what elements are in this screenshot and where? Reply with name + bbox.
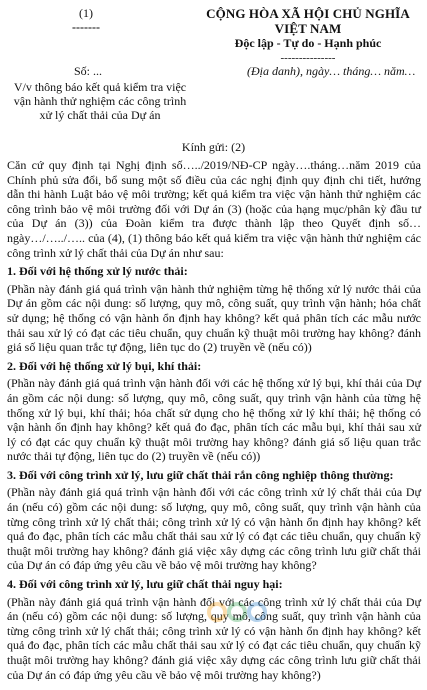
section-title-wastewater: 1. Đối với hệ thống xử lý nước thải: [7,264,188,279]
document-number: Số: ... [74,64,103,78]
nation-title: CỘNG HÒA XÃ HỘI CHỦ NGHĨA VIỆT NAM [206,6,410,36]
national-motto: Độc lập - Tự do - Hạnh phúc [234,36,382,50]
document-subject: V/v thông báo kết quả kiểm tra việc vận hành thử nghiệm các công trình xử lý chất thải của Dự án [13,80,187,122]
recipient-line: Kính gửi: (2) [181,140,246,154]
document-body [7,158,421,686]
authority-divider: ------- [72,20,100,34]
section-text-hazardous-waste: (Phần này đánh giá quá trình vận hành đối với các công trình xử lý chất thải của Dự án (nếu có) gồm các nội dung: số lượng, quy mô, công suất, quy trình vận hành của từng công trình xử lý chất thải; công trình xử lý có vận hành ổn định hay không? kết quả đo đạc, phân tích các mẫu chất thải sau xử lý có đạt các tiêu chuẩn, quy chuẩn kỹ thuật môi trường hay không? đánh giá việc xây dựng các công trình lưu giữ chất thải của Dự án có đáp ứng yêu cầu về bảo vệ môi trường hay không?) [7,594,421,682]
section-text-dust-emission: (Phần này đánh giá quá trình vận hành đối với các hệ thống xử lý bụi, khí thải của Dự án gồm các nội dung: số lượng, quy mô, công suất, quy trình vận hành của từng hệ thống xử lý bụi, khí thải; hóa chất sử dụng cho hệ thống xử lý khí thải; hệ thống có vận hành ổn định hay không? kết quả đo đạc, phân tích các mẫu bụi, khí thải sau xử lý có đạt các quy chuẩn kỹ thuật môi trường hay không? đánh giá số liệu quan trắc nước thải tự động, liên tục do (2) truyền về (nếu có)) [7,376,421,464]
document-header [0,6,427,66]
section-title-solid-waste: 3. Đối với công trình xử lý, lưu giữ chất thải rắn công nghiệp thông thường: [7,467,394,482]
intro-paragraph: Căn cứ quy định tại Nghị định số…../2019/NĐ-CP ngày….tháng…năm 2019 của Chính phủ sửa đổi, bổ sung một số điều của các nghị định quy định chi tiết, hướng dẫn thi hành Luật bảo vệ môi trường; kết quả kiểm tra việc vận hành thử nghiệm các công trình bảo vệ môi trường đối với Dự án (3) (hoặc của hạng mục/phân kỳ đầu tư của Dự án (3)) của Đoàn kiểm tra được thành lập theo Quyết định số… ngày…/…../….. của (4), (1) thông báo kết quả kiểm tra việc vận hành thử nghiệm các công trình xử lý chất thải của Dự án như sau: [7,158,421,260]
section-title-dust-emission: 2. Đối với hệ thống xử lý bụi, khí thải: [7,358,202,373]
section-title-hazardous-waste: 4. Đối với công trình xử lý, lưu giữ chất thải nguy hại: [7,577,283,592]
section-text-wastewater: (Phần này đánh giá quá trình vận hành thử nghiệm từng hệ thống xử lý nước thải của Dự án gồm các nội dung: số lượng, quy mô, công suất, quy trình vận hành; hóa chất sử dụng; hệ thống có vận hành ổn định hay không? kết quả phân tích các mẫu nước thải sau xử lý có đạt các tiêu chuẩn, quy chuẩn kỹ thuật môi trường hay không? đánh giá số liệu quan trắc tự động, liên tục do (2) truyền về (nếu có)) [7,281,421,355]
authority-number: (1) [79,6,93,20]
motto-divider: --------------- [280,52,336,64]
place-and-date: (Địa danh), ngày… tháng… năm… [247,64,416,78]
section-text-solid-waste: (Phần này đánh giá quá trình vận hành đối với các công trình xử lý chất thải của Dự án (nếu có) gồm các nội dung: số lượng, quy mô, công suất, quy trình vận hành của từng công trình xử lý chất thải; công trình xử lý có vận hành ổn định hay không? kết quả đo đạc, phân tích các mẫu chất thải sau xử lý có đạt các tiêu chuẩn, quy chuẩn kỹ thuật môi trường hay không? đánh giá việc xây dựng các công trình lưu giữ chất thải của Dự án có đáp ứng yêu cầu về bảo vệ môi trường hay không? [7,485,421,573]
issuing-authority-block [38,6,134,34]
national-title-block [195,6,421,66]
document-meta [0,64,427,142]
